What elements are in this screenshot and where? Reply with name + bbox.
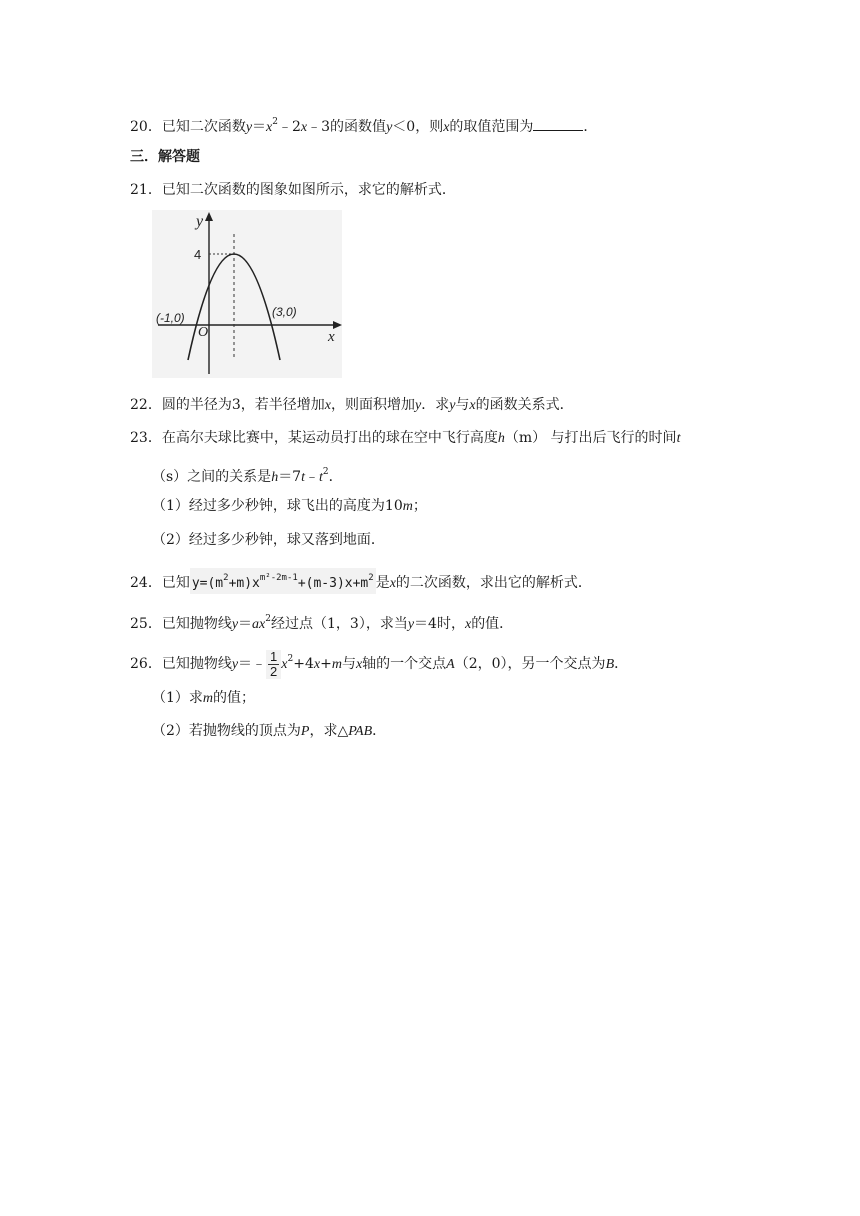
- fraction-one-half: $\frac{1}{2}$: [266, 650, 281, 679]
- question-23-line2: （s）之间的关系是$h=7t﹣t^2$．: [152, 467, 343, 485]
- origin-label: O: [198, 325, 209, 340]
- section-title: 三．解答题: [130, 149, 200, 165]
- question-23-part-1: （1）经过多少秒钟，球飞出的高度为10m；: [152, 498, 427, 514]
- question-21: 21．已知二次函数的图象如图所示，求它的解析式．: [130, 182, 456, 198]
- question-24: 24．已知 $y=(m^2+m)x^{m^2-2m-1}+(m-3)x+m^2$ 是x的二次函数，求出它的解析式．: [130, 568, 592, 594]
- y-axis-label: y: [196, 213, 204, 230]
- formula-image: $y=(m^2+m)x^{m^2-2m-1}+(m-3)x+m^2$: [190, 568, 376, 594]
- graph-background: [152, 210, 342, 378]
- question-26: 26．已知抛物线y＝﹣ $\frac{1}{2}$ $x^2+4x+m$与x轴的一个交点A（2，0），另一个交点为B．: [130, 648, 629, 679]
- x-axis-label: x: [328, 329, 335, 345]
- question-26-part-1: （1）求m的值；: [152, 690, 256, 706]
- question-25: 25．已知抛物线$y=ax^2$经过点（1，3），求当y＝4时，x的值．: [130, 614, 514, 632]
- parabola-graph: [152, 210, 342, 378]
- question-23: 23．在高尔夫球比赛中，某运动员打出的球在空中飞行高度h（m） 与打出后飞行的时间t: [130, 430, 681, 446]
- max-value-label: 4: [194, 247, 202, 262]
- question-26-part-2: （2）若抛物线的顶点为P，求△PAB．: [152, 723, 387, 739]
- right-root-label: (3,0): [272, 305, 297, 319]
- left-root-label: (-1,0): [156, 311, 185, 325]
- question-23-part-2: （2）经过多少秒钟，球又落到地面．: [152, 532, 385, 548]
- answer-blank: [533, 116, 583, 131]
- question-22: 22．圆的半径为3，若半径增加x，则面积增加y．求y与x的函数关系式．: [130, 397, 574, 413]
- question-20: 20．已知二次函数$y=x^2﹣2x﹣3$的函数值y＜0，则x的取值范围为 ．: [130, 117, 598, 135]
